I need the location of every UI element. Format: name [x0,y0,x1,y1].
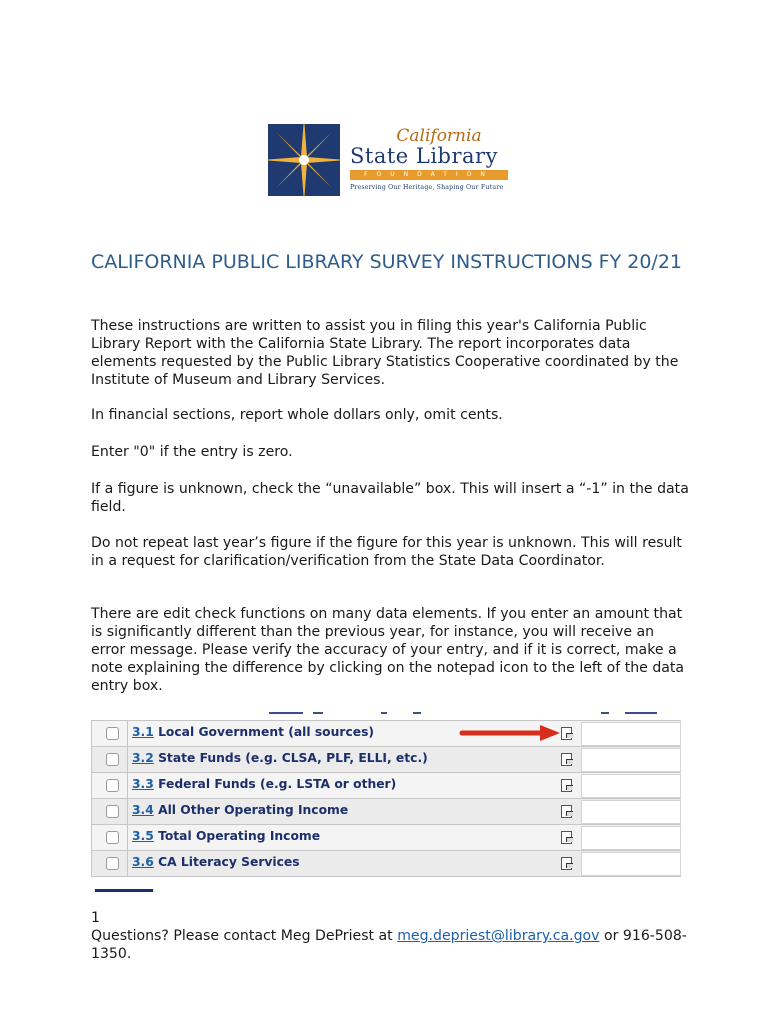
unavailable-checkbox[interactable] [106,831,119,844]
notepad-icon[interactable] [561,857,572,870]
row-label: 3.3 Federal Funds (e.g. LSTA or other) [132,777,397,791]
data-entry-box[interactable] [581,852,681,876]
row-code-link[interactable]: 3.5 [132,829,154,843]
page-number: 1 [91,910,100,926]
data-entry-box[interactable] [581,748,681,772]
unavailable-checkbox[interactable] [106,805,119,818]
survey-form-screenshot [91,708,681,894]
notepad-icon[interactable] [561,727,572,740]
table-row [91,747,681,773]
notepad-icon[interactable] [561,805,572,818]
contact-email-link[interactable]: meg.depriest@library.ca.gov [397,928,600,944]
income-table [91,720,681,877]
row-code-link[interactable]: 3.6 [132,855,154,869]
row-code-link[interactable]: 3.4 [132,803,154,817]
red-arrow-pointer-icon [458,724,562,742]
compass-star-icon [268,124,340,196]
table-row [91,851,681,877]
data-entry-box[interactable] [581,774,681,798]
data-entry-box[interactable] [581,800,681,824]
data-entry-box[interactable] [581,826,681,850]
whole-dollars-paragraph: In financial sections, report whole dollars only, omit cents. [91,407,503,423]
row-label: 3.1 Local Government (all sources) [132,725,375,739]
row-code-link[interactable]: 3.2 [132,751,154,765]
unavailable-checkbox[interactable] [106,857,119,870]
table-row [91,799,681,825]
unavailable-checkbox[interactable] [106,753,119,766]
table-row [91,825,681,851]
row-code-link[interactable]: 3.1 [132,725,154,739]
unavailable-paragraph: If a figure is unknown, check the “unavailable” box. This will insert a “-1” in the data field. [91,481,689,515]
edit-check-paragraph: There are edit check functions on many data elements. If you enter an amount that is significantly different than the previous year, for instance, you will receive an error message. Please verify the accuracy of your entry, and if it is correct, make a note explaining the difference by clicking on the notepad icon to the left of the data entry box. [91,606,685,694]
unavailable-checkbox[interactable] [106,727,119,740]
notepad-icon[interactable] [561,753,572,766]
cropped-footer-strip [91,886,681,894]
notepad-icon[interactable] [561,779,572,792]
unavailable-checkbox[interactable] [106,779,119,792]
table-row [91,773,681,799]
cropped-header-strip [91,708,681,720]
table-row [91,721,681,747]
no-repeat-paragraph: Do not repeat last year’s figure if the figure for this year is unknown. This will result in a request for clarification/verification from the State Data Coordinator. [91,535,682,569]
intro-paragraph: These instructions are written to assist you in filing this year's California Public Library Report with the California State Library. The report incorporates data elements requested by the Public Library Statistics Cooperative coordinated by the Institute of Museum and Library Services. [91,318,679,388]
row-label: 3.2 State Funds (e.g. CLSA, PLF, ELLI, etc.) [132,751,428,765]
california-state-library-logo [258,120,514,210]
data-entry-box[interactable] [581,722,681,746]
row-label: 3.5 Total Operating Income [132,829,321,843]
row-code-link[interactable]: 3.3 [132,777,154,791]
zero-entry-paragraph: Enter "0" if the entry is zero. [91,444,293,460]
contact-line: Questions? Please contact Meg DePriest at meg.depriest@library.ca.gov or 916-508-1350. [91,928,687,962]
logo-state-library: State Library [350,144,498,168]
logo-tagline: Preserving Our Heritage, Shaping Our Future [350,184,504,191]
notepad-icon[interactable] [561,831,572,844]
page-footer [91,909,691,963]
row-label: 3.4 All Other Operating Income [132,803,349,817]
row-label: 3.6 CA Literacy Services [132,855,300,869]
logo-california-script: California [396,126,482,146]
logo-foundation-bar: FOUNDATION [350,170,508,180]
document-title: CALIFORNIA PUBLIC LIBRARY SURVEY INSTRUCTIONS FY 20/21 [91,251,683,273]
